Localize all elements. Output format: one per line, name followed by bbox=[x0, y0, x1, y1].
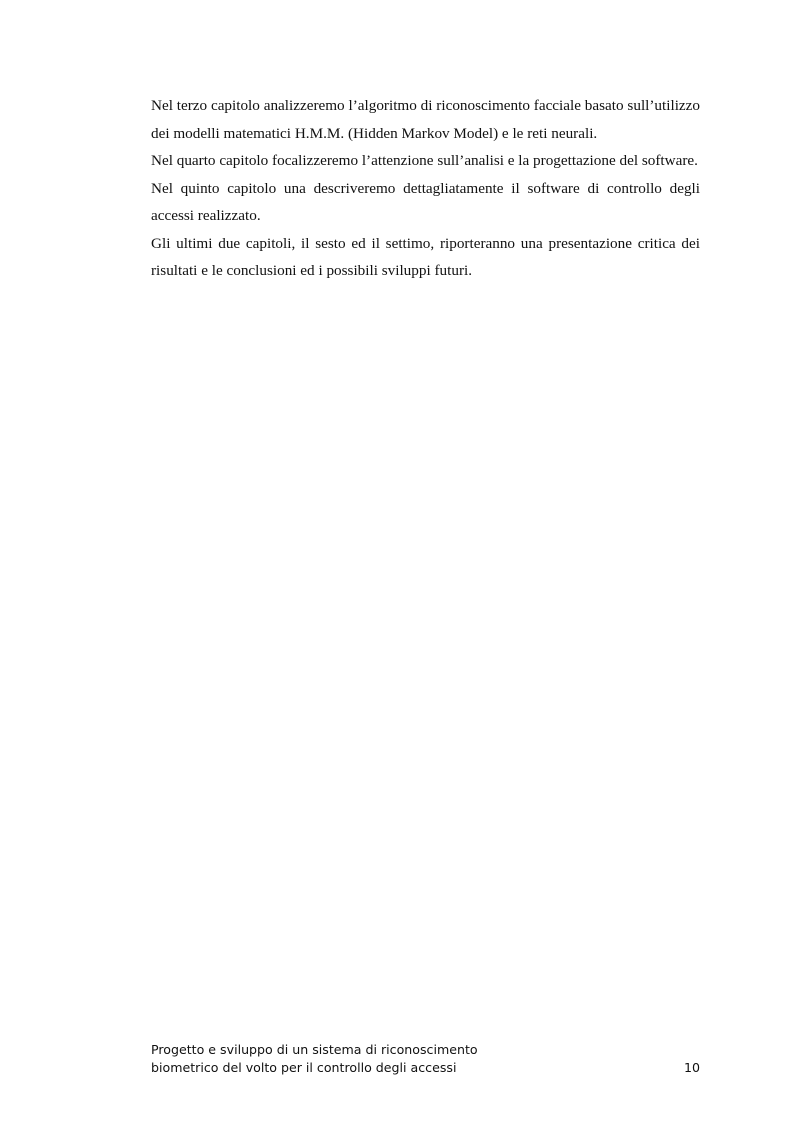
page-number: 10 bbox=[683, 1060, 700, 1075]
footer-title-line-1: Progetto e sviluppo di un sistema di riconoscimento bbox=[151, 1042, 478, 1057]
paragraph-chapter-4: Nel quarto capitolo focalizzeremo l’attenzione sull’analisi e la progettazione del software. bbox=[151, 152, 698, 169]
paragraph-chapter-5: Nel quinto capitolo una descriveremo dettagliatamente il software di controllo degli accessi realizzato. bbox=[151, 179, 700, 224]
paragraph-chapters-6-7: Gli ultimi due capitoli, il sesto ed il settimo, riporteranno una presentazione critica dei risultati e le conclusioni ed i possibili sviluppi futuri. bbox=[151, 234, 700, 279]
paragraph-chapter-3: Nel terzo capitolo analizzeremo l’algoritmo di riconoscimento facciale basato sull’utilizzo dei modelli matematici H.M.M. (Hidden Markov Model) e le reti neurali. bbox=[151, 97, 700, 142]
body-text bbox=[151, 92, 700, 285]
page-footer bbox=[151, 1041, 700, 1077]
footer-title-line-2: biometrico del volto per il controllo degli accessi bbox=[151, 1060, 457, 1075]
